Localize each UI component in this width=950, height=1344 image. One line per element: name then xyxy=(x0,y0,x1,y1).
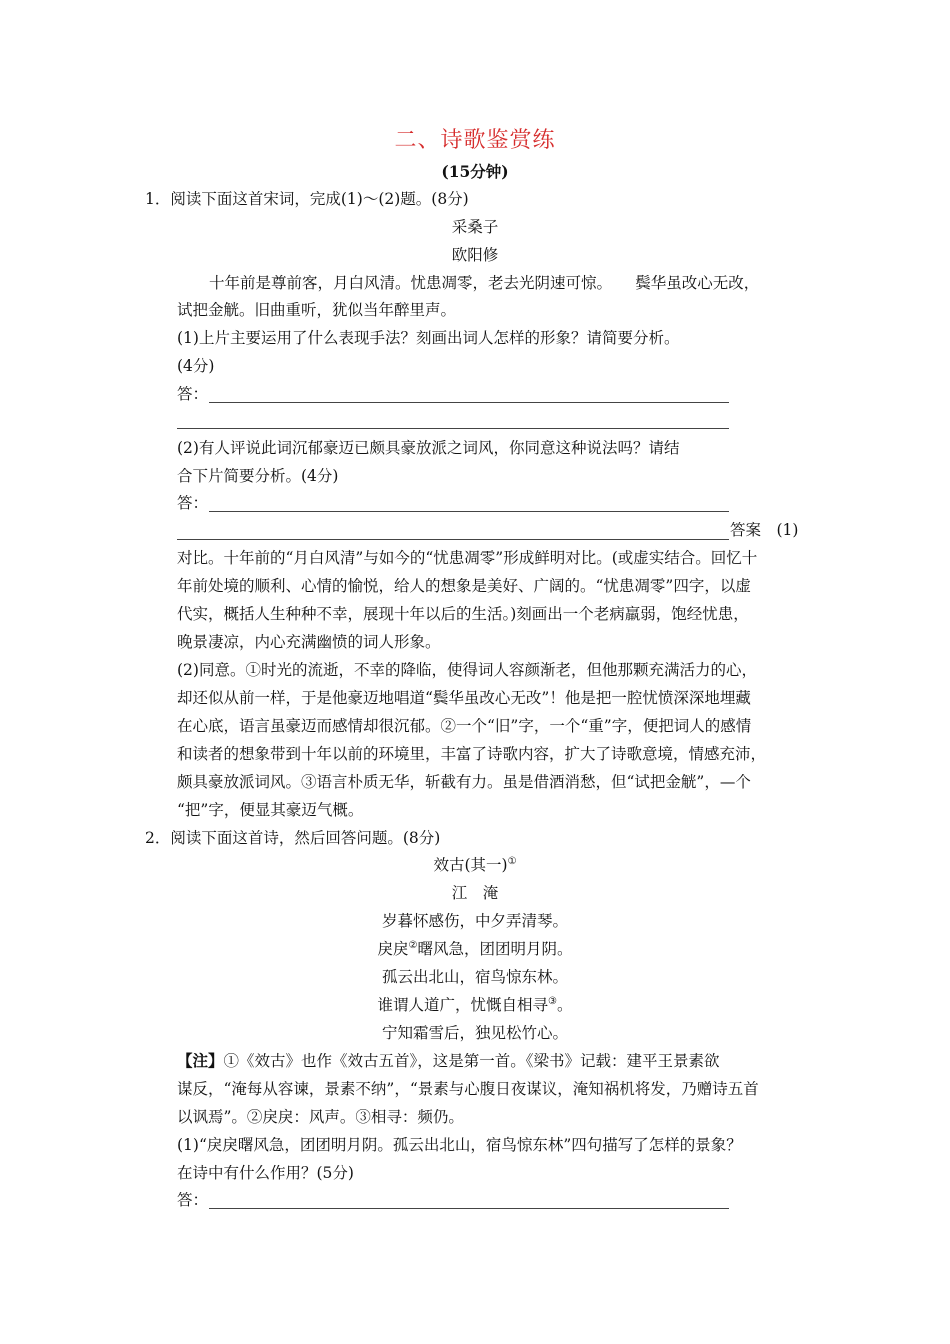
q1-answer-label-2: 答： xyxy=(177,494,209,512)
answer-text-line: “把”字，便显其豪迈气概。 xyxy=(177,801,364,819)
q2-poem-line-2: 戾戾②曙风急，团团明月阴。 xyxy=(377,939,573,958)
q1-sub2-question: (2)有人评说此词沉郁豪迈已颇具豪放派之词风，你同意这种说法吗？请结 xyxy=(177,439,680,457)
note-label: 【注】 xyxy=(177,1051,224,1070)
q2-poem-title: 效古(其一)① xyxy=(433,855,517,874)
note-line: 谋反，“淹每从容谏，景素不纳”，“景素与心腹日夜谋议，淹知祸机将发，乃赠诗五首 xyxy=(177,1080,759,1098)
section-title: 二、诗歌鉴赏练 xyxy=(394,128,556,153)
q2-prompt: 2．阅读下面这首诗，然后回答问题。(8分) xyxy=(145,829,441,847)
q2-poem-author: 江 淹 xyxy=(451,884,499,902)
q1-poem-line-2: 试把金觥。旧曲重听，犹似当年醉里声。 xyxy=(177,301,457,319)
q2-answer-label: 答： xyxy=(177,1191,209,1209)
q1-poem-author: 欧阳修 xyxy=(451,246,499,264)
time-limit: (15分钟) xyxy=(441,162,509,181)
answer-text-line: 年前处境的顺利、心情的愉悦，给人的想象是美好、广阔的。“忧患凋零”四字，以虚 xyxy=(177,577,751,595)
answer-text-line: 晚景凄凉，内心充满幽愤的词人形象。 xyxy=(177,633,441,651)
q1-poem-title: 采桑子 xyxy=(451,218,499,236)
answer-text-line: 颇具豪放派词风。③语言朴质无华，斩截有力。虽是借酒消愁，但“试把金觥”，—个 xyxy=(177,773,751,791)
answer-tag: 答案 (1) xyxy=(730,521,799,539)
answer-text-line: 和读者的想象带到十年以前的环境里，丰富了诗歌内容，扩大了诗歌意境，情感充沛， xyxy=(177,745,767,763)
answer-line[interactable] xyxy=(209,511,729,512)
answer-line[interactable] xyxy=(209,1208,729,1209)
footnote-marker: ① xyxy=(507,855,517,867)
q1-answer-label-1: 答： xyxy=(177,385,209,403)
q2-sub1-question: (1)“戾戾曙风急，团团明月阴。孤云出北山，宿鸟惊东林”四句描写了怎样的景象？ xyxy=(177,1136,742,1154)
q2-poem-line-3: 孤云出北山，宿鸟惊东林。 xyxy=(381,968,568,986)
q2-poem-line-5: 宁知霜雪后，独见松竹心。 xyxy=(381,1024,568,1042)
answer-text-line: 代实，概括人生种种不幸，展现十年以后的生活。)刻画出一个老病羸弱，饱经忧患， xyxy=(177,605,749,623)
note-line: 以讽焉”。②戾戾：风声。③相寻：频仍。 xyxy=(177,1108,464,1126)
answer-text-line: 却还似从前一样，于是他豪迈地唱道“鬓华虽改心无改”！他是把一腔忧愤深深地埋藏 xyxy=(177,689,751,707)
footnote-marker: ② xyxy=(408,939,418,951)
answer-text-line: 对比。十年前的“月白风清”与如今的“忧患凋零”形成鲜明对比。(或虚实结合。回忆十 xyxy=(177,549,758,567)
q2-sub1-points: 在诗中有什么作用？(5分) xyxy=(177,1164,354,1182)
answer-line[interactable] xyxy=(177,539,729,540)
note-paragraph: 【注】①《效古》也作《效古五首》，这是第一首。《梁书》记载：建平王景素欲 xyxy=(177,1051,720,1070)
q2-poem-line-4: 谁谓人道广，忧慨自相寻③。 xyxy=(377,995,573,1014)
q1-poem-line-1: 十年前是尊前客，月白风清。忧患凋零，老去光阴速可惊。 鬓华虽改心无改， xyxy=(209,274,760,292)
q1-sub2-points: 合下片简要分析。(4分) xyxy=(177,467,339,485)
q1-sub1-points: (4分) xyxy=(177,357,215,375)
answer-line[interactable] xyxy=(209,402,729,403)
answer-line[interactable] xyxy=(177,428,729,429)
footnote-marker: ③ xyxy=(548,995,557,1007)
q1-sub1-question: (1)上片主要运用了什么表现手法？刻画出词人怎样的形象？请简要分析。 xyxy=(177,329,680,347)
answer-text-line: (2)同意。①时光的流逝，不幸的降临，使得词人容颜渐老，但他那颗充满活力的心， xyxy=(177,661,757,679)
q2-poem-line-1: 岁暮怀感伤，中夕弄清琴。 xyxy=(381,912,568,930)
q1-prompt: 1．阅读下面这首宋词，完成(1)～(2)题。(8分) xyxy=(145,190,469,208)
answer-text-line: 在心底，语言虽豪迈而感情却很沉郁。②一个“旧”字，一个“重”字，便把词人的感情 xyxy=(177,717,752,735)
